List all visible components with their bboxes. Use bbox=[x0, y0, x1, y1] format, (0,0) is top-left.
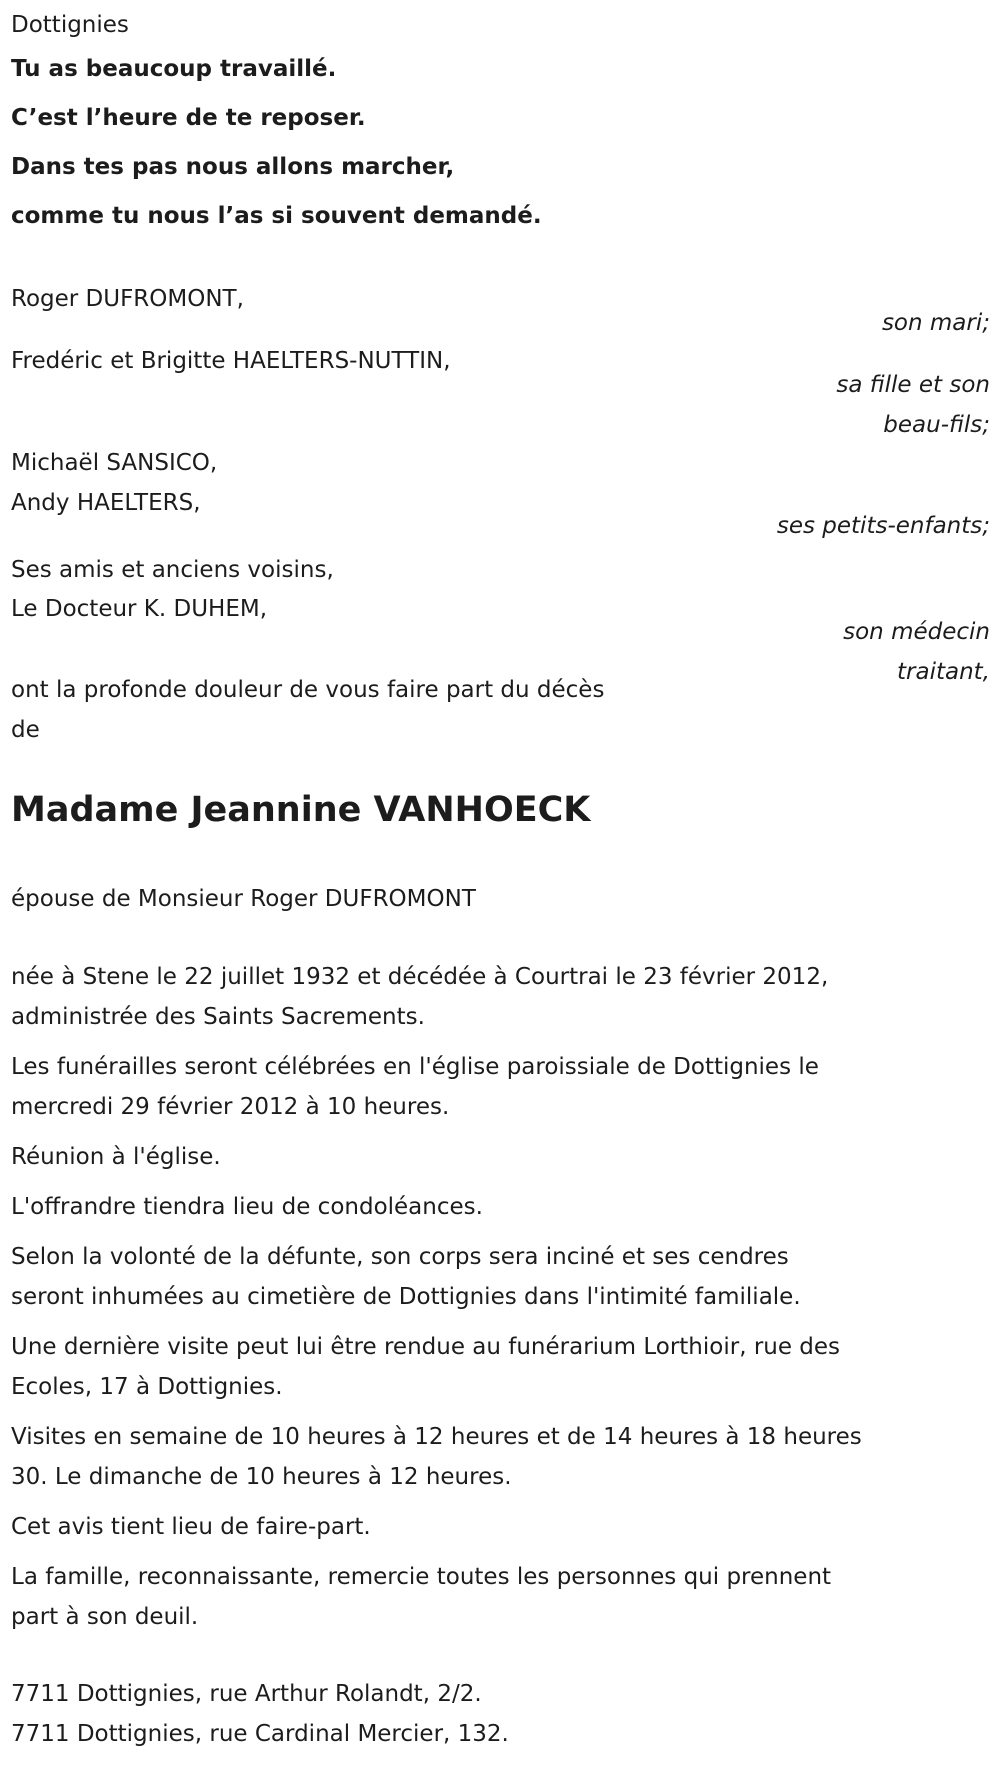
location-header: Dottignies bbox=[11, 12, 129, 38]
spouse-line: épouse de Monsieur Roger DUFROMONT bbox=[11, 886, 476, 912]
poem-line: comme tu nous l’as si souvent demandé. bbox=[11, 203, 542, 229]
announcement-line: de bbox=[11, 717, 40, 743]
family-name: Roger DUFROMONT, bbox=[11, 286, 244, 312]
detail-line: née à Stene le 22 juillet 1932 et décédée à Courtrai le 23 février 2012, bbox=[11, 964, 829, 990]
family-relation: ses petits-enfants; bbox=[776, 513, 990, 539]
detail-line: seront inhumées au cimetière de Dottignies dans l'intimité familiale. bbox=[11, 1284, 801, 1310]
family-relation: traitant, bbox=[897, 659, 990, 685]
poem-line: C’est l’heure de te reposer. bbox=[11, 105, 366, 131]
family-name: Le Docteur K. DUHEM, bbox=[11, 596, 268, 622]
poem-line: Dans tes pas nous allons marcher, bbox=[11, 154, 455, 180]
detail-line: 30. Le dimanche de 10 heures à 12 heures. bbox=[11, 1464, 512, 1490]
deceased-name: Madame Jeannine VANHOECK bbox=[11, 790, 591, 830]
detail-line: Une dernière visite peut lui être rendue au funérarium Lorthioir, rue des bbox=[11, 1334, 841, 1360]
family-relation: son médecin bbox=[843, 619, 990, 645]
family-relation: son mari; bbox=[881, 310, 990, 336]
family-relation: beau-fils; bbox=[883, 412, 990, 438]
detail-line: Selon la volonté de la défunte, son corps sera inciné et ses cendres bbox=[11, 1244, 789, 1270]
announcement-line: ont la profonde douleur de vous faire part du décès bbox=[11, 677, 605, 703]
family-name: Ses amis et anciens voisins, bbox=[11, 557, 334, 583]
detail-line: part à son deuil. bbox=[11, 1604, 199, 1630]
detail-line: Visites en semaine de 10 heures à 12 heures et de 14 heures à 18 heures bbox=[11, 1424, 862, 1450]
detail-line: Réunion à l'église. bbox=[11, 1144, 221, 1170]
address-line: 7711 Dottignies, rue Cardinal Mercier, 132. bbox=[11, 1721, 509, 1747]
family-name: Michaël SANSICO, bbox=[11, 450, 218, 476]
detail-line: Ecoles, 17 à Dottignies. bbox=[11, 1374, 283, 1400]
poem-line: Tu as beaucoup travaillé. bbox=[11, 56, 337, 82]
detail-line: Les funérailles seront célébrées en l'église paroissiale de Dottignies le bbox=[11, 1054, 819, 1080]
family-name: Andy HAELTERS, bbox=[11, 490, 201, 516]
detail-line: L'offrandre tiendra lieu de condoléances. bbox=[11, 1194, 483, 1220]
detail-line: Cet avis tient lieu de faire-part. bbox=[11, 1514, 371, 1540]
detail-line: administrée des Saints Sacrements. bbox=[11, 1004, 425, 1030]
detail-line: La famille, reconnaissante, remercie toutes les personnes qui prennent bbox=[11, 1564, 832, 1590]
detail-line: mercredi 29 février 2012 à 10 heures. bbox=[11, 1094, 450, 1120]
family-name: Fredéric et Brigitte HAELTERS-NUTTIN, bbox=[11, 348, 451, 374]
family-relation: sa fille et son bbox=[836, 372, 990, 398]
address-line: 7711 Dottignies, rue Arthur Rolandt, 2/2. bbox=[11, 1681, 482, 1707]
